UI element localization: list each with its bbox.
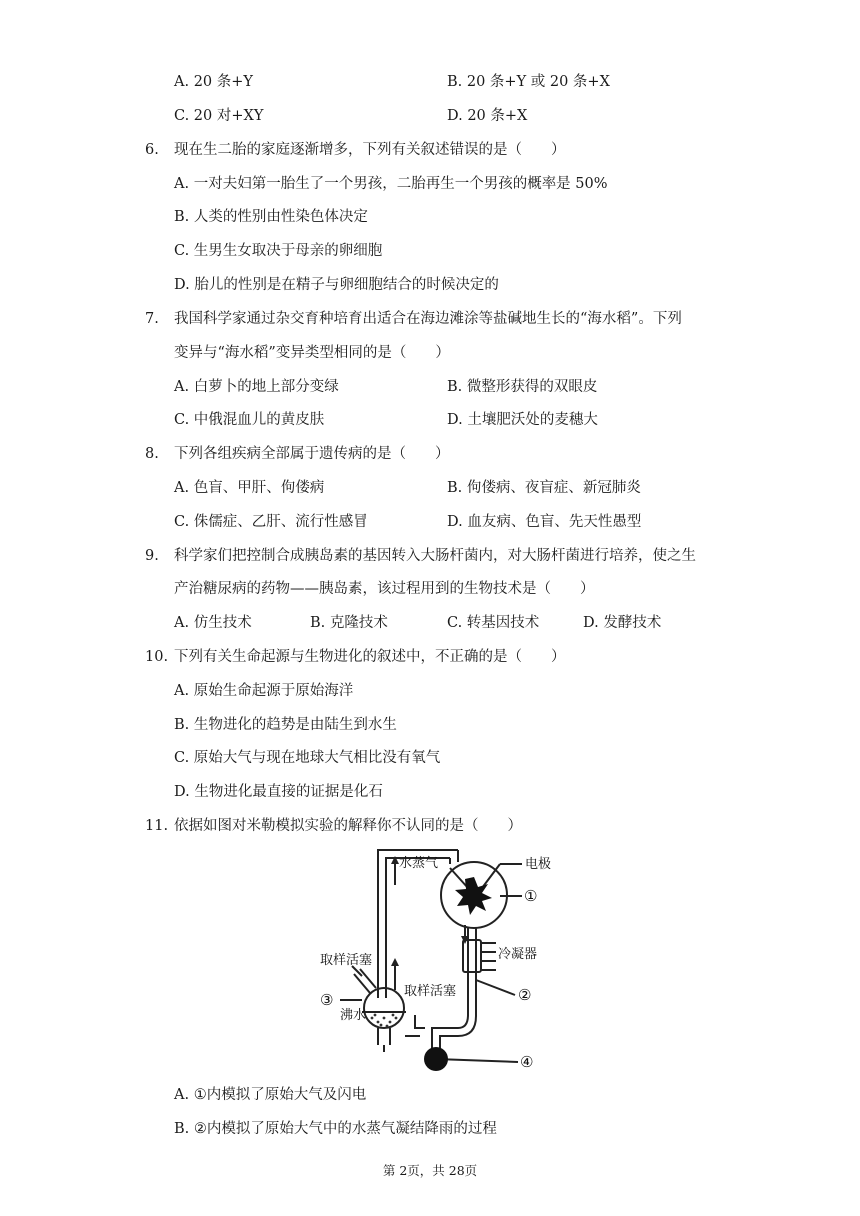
q9-stem-line2: 产治糖尿病的药物——胰岛素，该过程用到的生物技术是（ ） (174, 581, 595, 597)
label-sampling-valve-left: 取样活塞 (320, 953, 373, 968)
q11-stem: 依据如图对米勒模拟实验的解释你不认同的是（ ） (174, 818, 522, 834)
q6-option-d: D. 胎儿的性别是在精子与卵细胞结合的时候决定的 (174, 277, 499, 293)
q9-option-d: D. 发酵技术 (583, 615, 662, 631)
miller-experiment-figure (300, 840, 560, 1075)
label-condenser: 冷凝器 (498, 947, 538, 962)
q8-option-d: D. 血友病、色盲、先天性愚型 (447, 514, 642, 530)
q5-option-a: A. 20 条+Y (174, 74, 253, 90)
q8-option-a: A. 色盲、甲肝、佝偻病 (174, 480, 325, 496)
marker-1: ① (524, 887, 538, 905)
q9-option-a: A. 仿生技术 (174, 615, 252, 631)
label-water-vapor: 水蒸气 (399, 856, 439, 871)
q7-stem-line1: 我国科学家通过杂交育种培育出适合在海边滩涂等盐碱地生长的“海水稻”。下列 (174, 311, 682, 327)
label-electrode: 电极 (525, 857, 552, 872)
label-boiling-water: 沸水 (340, 1008, 367, 1023)
q5-option-c: C. 20 对+XY (174, 108, 264, 124)
q7-option-c: C. 中俄混血儿的黄皮肤 (174, 412, 325, 428)
page-footer: 第 2页，共 28页 (382, 1163, 478, 1178)
q6-number: 6. (145, 142, 159, 158)
q6-stem: 现在生二胎的家庭逐渐增多，下列有关叙述错误的是（ ） (174, 142, 566, 158)
marker-2: ② (518, 986, 532, 1004)
q5-option-d: D. 20 条+X (447, 108, 528, 124)
q6-option-c: C. 生男生女取决于母亲的卵细胞 (174, 243, 383, 259)
q8-number: 8. (145, 446, 159, 462)
q8-stem: 下列各组疾病全部属于遗传病的是（ ） (174, 446, 450, 462)
q8-option-c: C. 侏儒症、乙肝、流行性感冒 (174, 514, 368, 530)
q7-option-a: A. 白萝卜的地上部分变绿 (174, 379, 339, 395)
q9-option-b: B. 克隆技术 (310, 615, 388, 631)
q6-option-b: B. 人类的性别由性染色体决定 (174, 209, 368, 225)
q5-option-b: B. 20 条+Y 或 20 条+X (447, 74, 610, 90)
q10-option-a: A. 原始生命起源于原始海洋 (174, 683, 354, 699)
label-sampling-valve-middle: 取样活塞 (404, 984, 457, 999)
q10-option-b: B. 生物进化的趋势是由陆生到水生 (174, 717, 397, 733)
q11-option-b: B. ②内模拟了原始大气中的水蒸气凝结降雨的过程 (174, 1121, 497, 1137)
q8-option-b: B. 佝偻病、夜盲症、新冠肺炎 (447, 480, 641, 496)
marker-4: ④ (520, 1053, 534, 1071)
q10-stem: 下列有关生命起源与生物进化的叙述中，不正确的是（ ） (174, 649, 566, 665)
q7-option-d: D. 土壤肥沃处的麦穗大 (447, 412, 598, 428)
q9-option-c: C. 转基因技术 (447, 615, 540, 631)
q6-option-a: A. 一对夫妇第一胎生了一个男孩，二胎再生一个男孩的概率是 50% (174, 176, 608, 192)
q10-option-d: D. 生物进化最直接的证据是化石 (174, 784, 383, 800)
q7-number: 7. (145, 311, 159, 327)
q11-option-a: A. ①内模拟了原始大气及闪电 (174, 1087, 367, 1103)
q7-stem-line2: 变异与“海水稻”变异类型相同的是（ ） (174, 345, 450, 361)
marker-3: ③ (320, 991, 334, 1009)
q10-number: 10. (145, 649, 169, 665)
q9-number: 9. (145, 548, 159, 564)
q11-number: 11. (145, 818, 169, 834)
q10-option-c: C. 原始大气与现在地球大气相比没有氧气 (174, 750, 441, 766)
q9-stem-line1: 科学家们把控制合成胰岛素的基因转入大肠杆菌内，对大肠杆菌进行培养，使之生 (174, 548, 696, 564)
q7-option-b: B. 微整形获得的双眼皮 (447, 379, 598, 395)
